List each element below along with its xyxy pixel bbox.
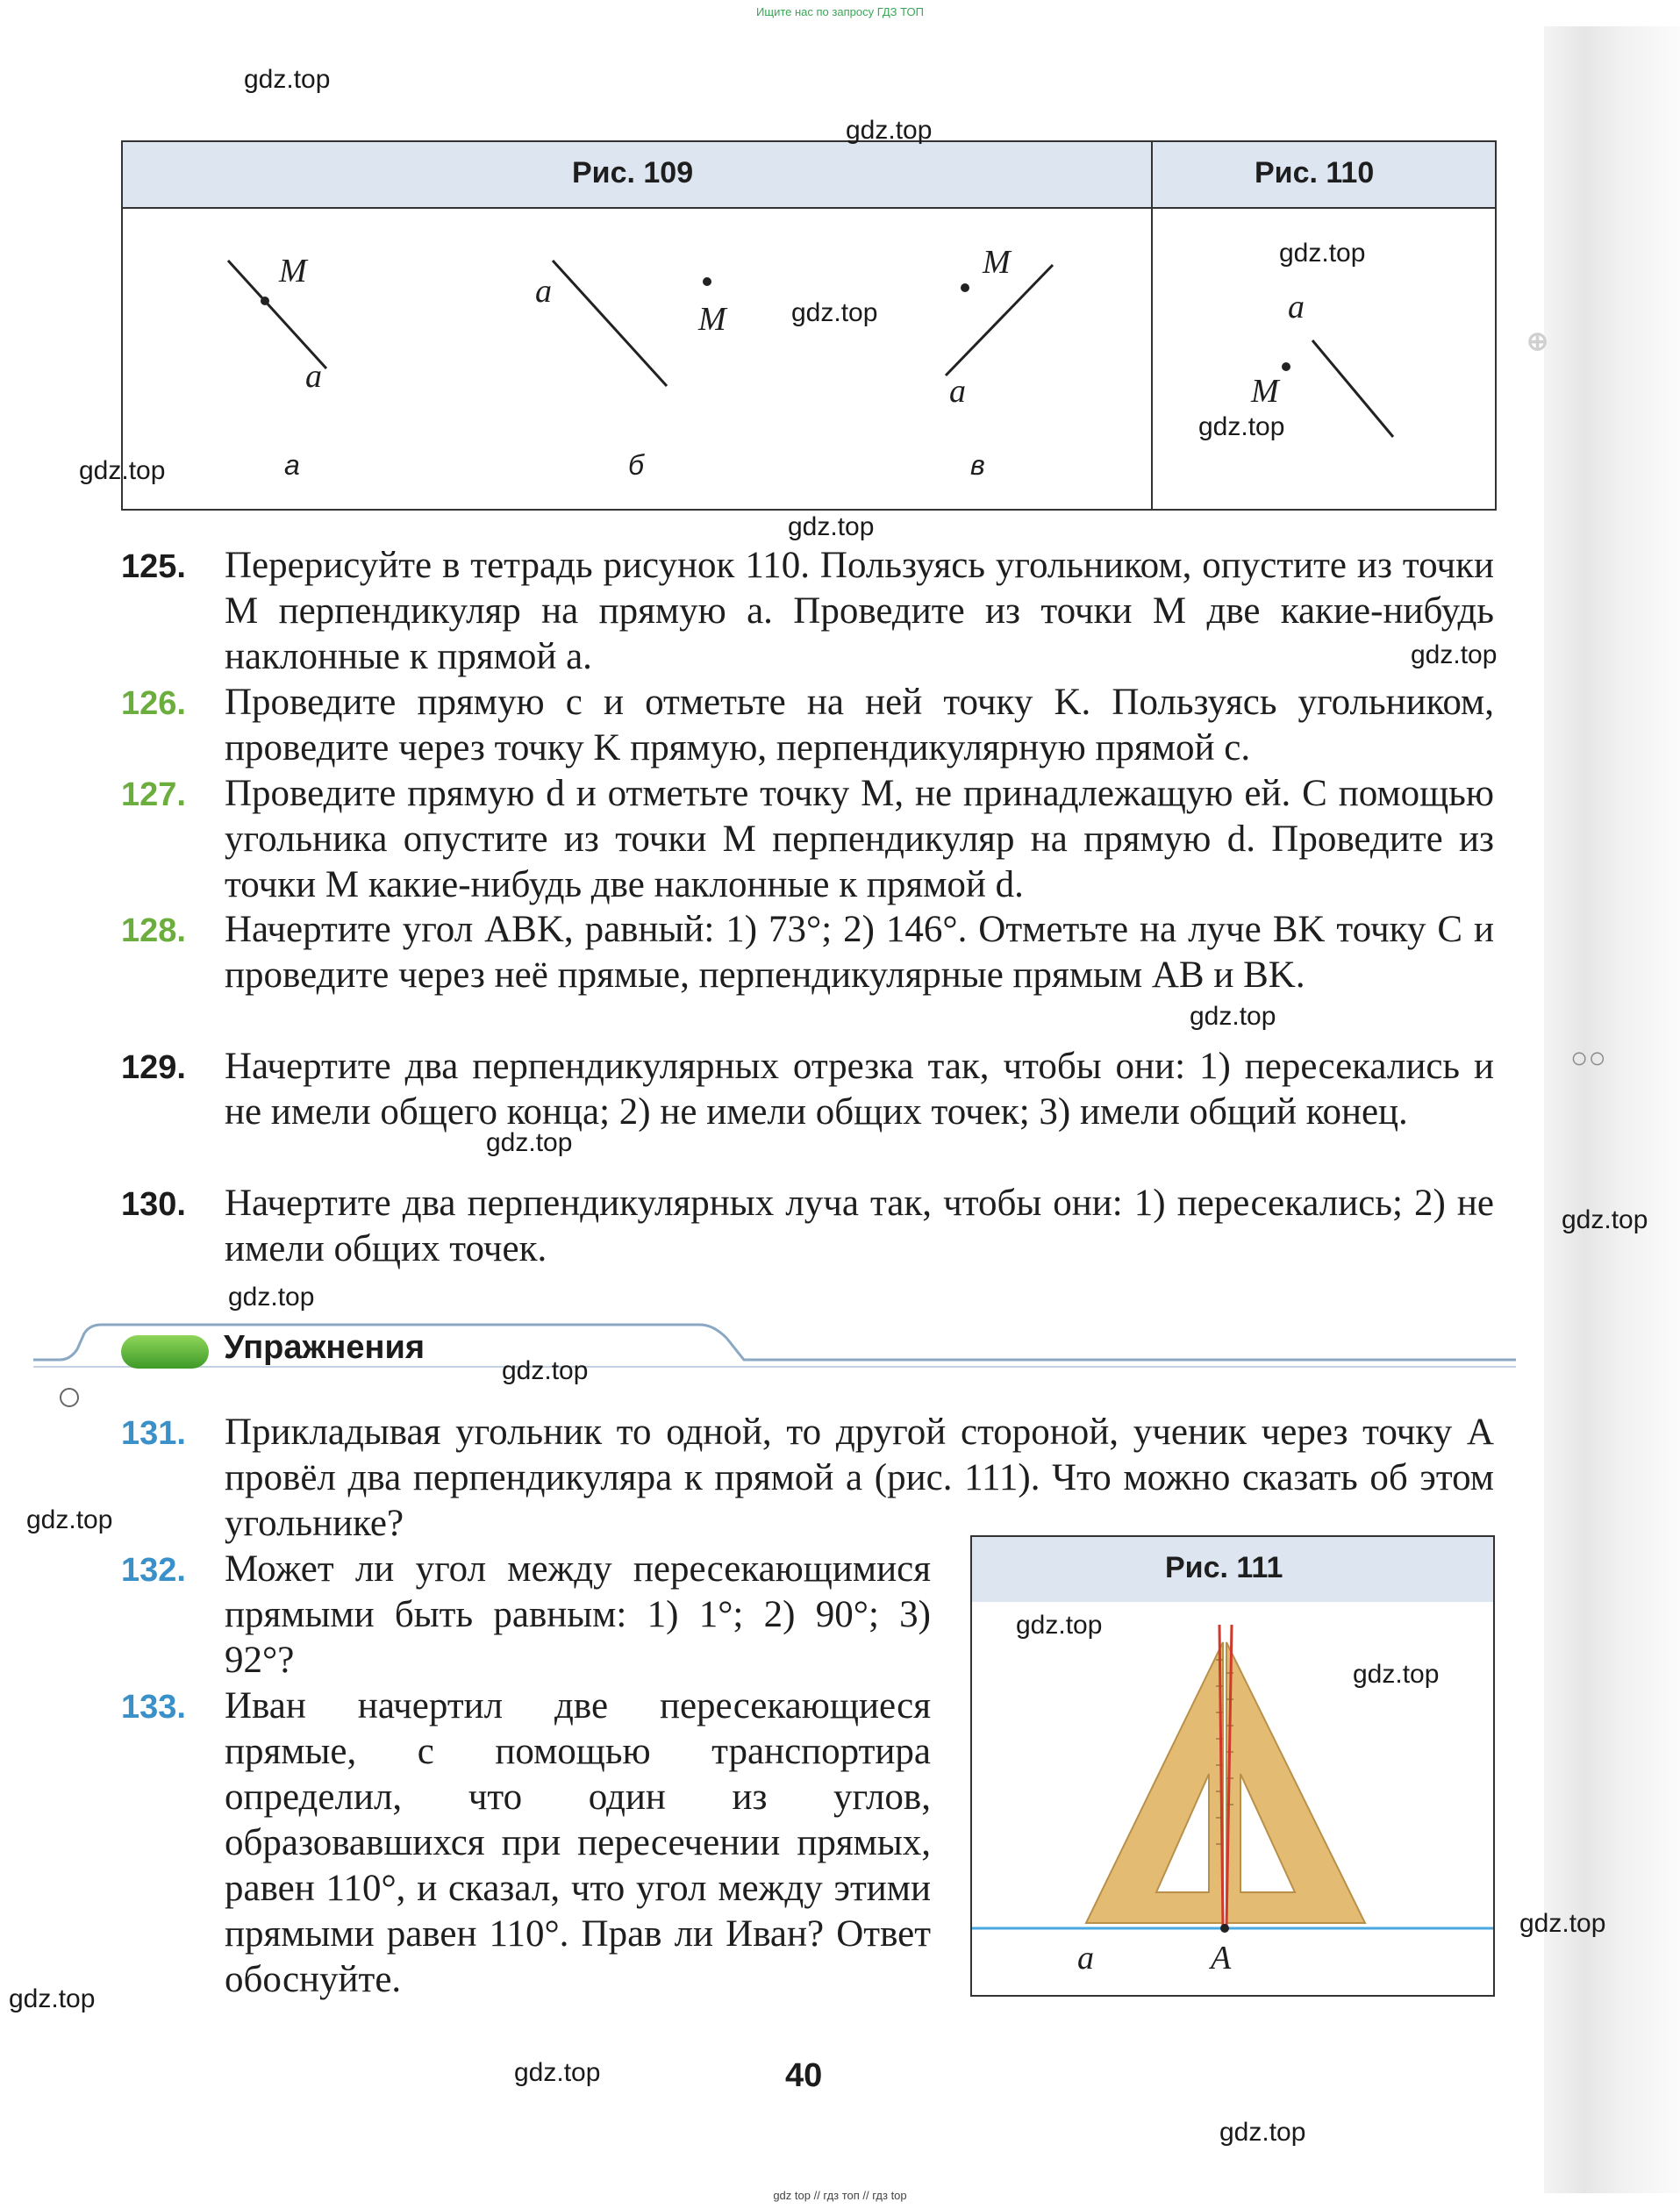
fig109b-caption: б bbox=[628, 449, 644, 481]
exercise-number: 128. bbox=[121, 912, 186, 949]
fig109c-point-label: M bbox=[983, 244, 1011, 281]
exercise-text: Начертите два перпендикулярных отрезка так, чтобы они: 1) пересекались и не имели общего конца; 2) не имели общих точек; 3) имели общий конец. bbox=[225, 1046, 1494, 1133]
fig110-point bbox=[1282, 362, 1290, 371]
fig110-line-label: a bbox=[1288, 289, 1305, 325]
watermark: gdz.top bbox=[1198, 412, 1285, 441]
watermark: gdz.top bbox=[26, 1505, 113, 1534]
fig109a-point-label: M bbox=[279, 253, 307, 290]
exercise-text: Прикладывая угольник то одной, то другой стороной, ученик через точку A провёл два перпендикуляра к прямой a (рис. 111). Что можно сказать об этом угольнике? bbox=[225, 1412, 1494, 1544]
fig109a-line bbox=[228, 261, 326, 368]
watermark: gdz.top bbox=[79, 456, 166, 485]
watermark: gdz.top bbox=[1219, 2118, 1306, 2147]
watermark: gdz.top bbox=[9, 1984, 96, 2013]
exercise-number: 127. bbox=[121, 776, 186, 813]
point-A bbox=[1220, 1924, 1229, 1933]
bleed-through: ⊕ bbox=[1526, 327, 1549, 356]
book-spine-shading bbox=[1544, 26, 1680, 2193]
section-title: Упражнения bbox=[224, 1329, 425, 1366]
exercise-text: Начертите угол ABK, равный: 1) 73°; 2) 146°. Отметьте на луче BK точку C и проведите через неё прямые, перпендикулярные прямым AB и BK. bbox=[225, 909, 1494, 996]
page-number: 40 bbox=[785, 2057, 823, 2094]
fig111-box bbox=[970, 1535, 1495, 1997]
exercise-text: Проведите прямую d и отметьте точку M, не принадлежащую ей. С помощью угольника опустите из точки M перпендикуляр на прямую d. Проведите из точки M какие-нибудь две наклонные к прямой d. bbox=[225, 773, 1494, 905]
section-circle-icon bbox=[56, 1384, 82, 1411]
exercise-131 bbox=[121, 1412, 1494, 1552]
fig111-point-label: A bbox=[1211, 1940, 1232, 1977]
watermark: gdz.top bbox=[791, 298, 878, 327]
watermark: gdz.top bbox=[788, 512, 875, 541]
bleed-through: ○○ bbox=[1570, 1042, 1607, 1075]
bottom-link[interactable]: gdz top // гдз топ // гдз top bbox=[773, 2189, 907, 2202]
exercise-number: 126. bbox=[121, 685, 186, 722]
watermark: gdz.top bbox=[846, 116, 933, 145]
watermark: gdz.top bbox=[1279, 239, 1366, 268]
exercise-127 bbox=[121, 773, 1494, 913]
watermark: gdz.top bbox=[514, 2058, 601, 2087]
exercise-text: Начертите два перпендикулярных луча так, чтобы они: 1) пересекались; 2) не имели общих точек. bbox=[225, 1183, 1494, 1269]
fig111-drawing bbox=[972, 1537, 1493, 1995]
exercise-text: Иван начертил две пересекающиеся прямые, с помощью транспортира определил, что один из углов, образовавшихся при пересечении прямых, равен 110°, и сказал, что угол между этими прямыми равен 110°. Прав ли Иван? Ответ обоснуйте. bbox=[225, 1685, 931, 2000]
watermark: gdz.top bbox=[1190, 1002, 1276, 1031]
watermark: gdz.top bbox=[1562, 1205, 1648, 1234]
watermark: gdz.top bbox=[1519, 1909, 1606, 1938]
watermark: gdz.top bbox=[502, 1356, 589, 1385]
exercise-129 bbox=[121, 1046, 1494, 1186]
section-pill-icon bbox=[121, 1335, 209, 1369]
fig109b-point-label: M bbox=[698, 301, 726, 338]
fig109a-caption: а bbox=[284, 449, 300, 481]
watermark: gdz.top bbox=[1353, 1660, 1440, 1689]
exercise-130 bbox=[121, 1183, 1494, 1277]
watermark: gdz.top bbox=[1016, 1611, 1103, 1640]
fig111-line-label: a bbox=[1077, 1940, 1094, 1977]
exercise-text: Перерисуйте в тетрадь рисунок 110. Пользуясь угольником, опустите из точки M перпендикуляр на прямую a. Проведите из точки M две какие-нибудь наклонные к прямой a. bbox=[225, 545, 1494, 677]
exercise-126 bbox=[121, 682, 1494, 776]
exercise-number: 130. bbox=[121, 1186, 186, 1223]
fig111-title: Рис. 111 bbox=[1165, 1551, 1283, 1584]
exercise-number: 132. bbox=[121, 1552, 186, 1589]
fig110-title: Рис. 110 bbox=[1255, 156, 1375, 189]
fig109a-line-label: a bbox=[305, 358, 322, 395]
exercise-128 bbox=[121, 909, 1494, 1049]
exercise-text: Может ли угол между пересекающимися прямыми быть равным: 1) 1°; 2) 90°; 3) 92°? bbox=[225, 1548, 931, 1681]
watermark: gdz.top bbox=[486, 1128, 573, 1157]
watermark: gdz.top bbox=[244, 65, 331, 94]
fig109a-point bbox=[261, 297, 269, 305]
fig109b-point bbox=[703, 277, 711, 286]
fig109c-line-label: a bbox=[949, 373, 966, 410]
top-link[interactable]: Ищите нас по запросу ГДЗ ТОП bbox=[756, 5, 924, 18]
fig110-point-label: M bbox=[1251, 373, 1279, 410]
watermark: gdz.top bbox=[228, 1283, 315, 1312]
exercise-number: 133. bbox=[121, 1689, 186, 1726]
fig109c-point bbox=[961, 283, 969, 292]
exercise-number: 125. bbox=[121, 548, 186, 585]
fig109c-caption: в bbox=[970, 449, 985, 481]
watermark: gdz.top bbox=[1411, 640, 1498, 669]
fig110-line bbox=[1312, 340, 1393, 437]
exercise-125 bbox=[121, 545, 1494, 689]
exercise-number: 131. bbox=[121, 1415, 186, 1452]
exercise-number: 129. bbox=[121, 1049, 186, 1086]
fig109b-line-label: a bbox=[535, 273, 552, 310]
fig109b-line bbox=[553, 261, 667, 386]
exercise-text: Проведите прямую c и отметьте на ней точку K. Пользуясь угольником, проведите через точку K прямую, перпендикулярную прямой c. bbox=[225, 682, 1494, 769]
fig109-title: Рис. 109 bbox=[572, 156, 694, 189]
